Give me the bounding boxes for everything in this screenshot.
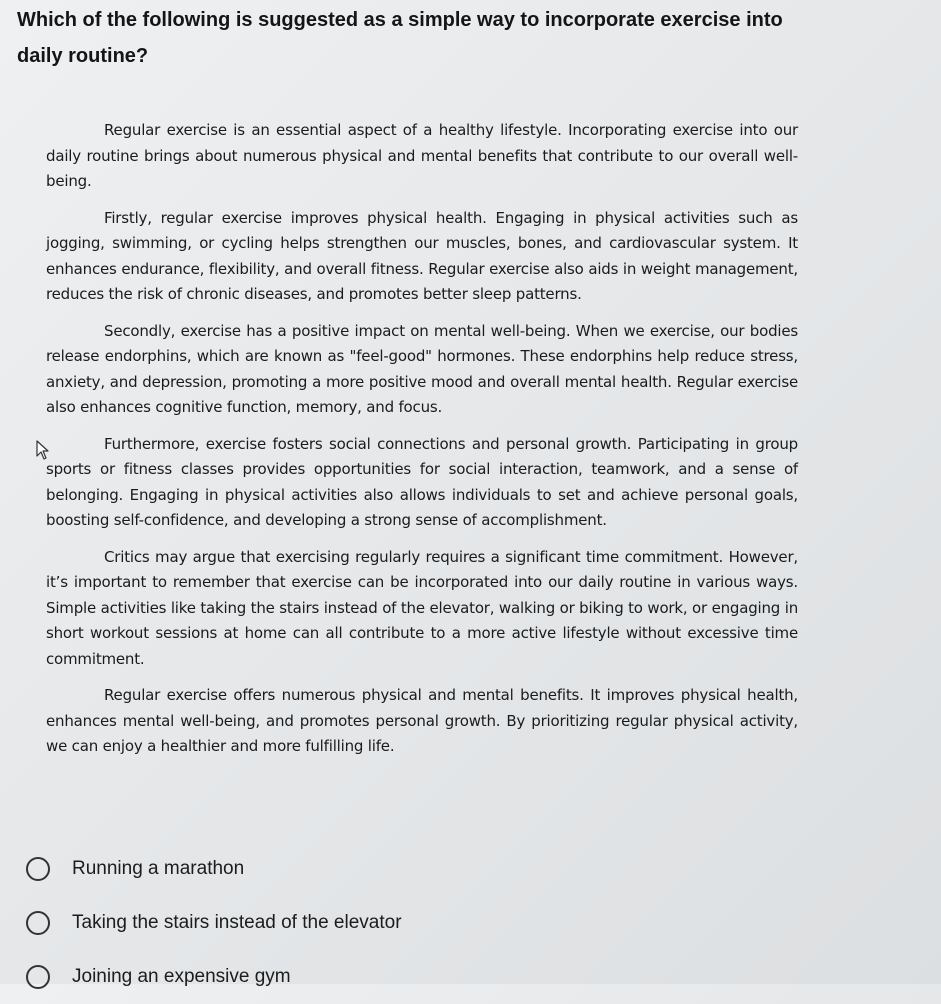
passage-paragraph-3: Secondly, exercise has a positive impact on mental well-being. When we exercise, our bodies release endorphins, which are known as "feel-good" hormones. These endorphins help reduce stress, anxiety, and depression, promoting a more positive mood and overall mental health. Regular exercise also enhances cognitive function, memory, and focus. [46,321,798,416]
radio-circle-icon[interactable] [26,857,50,881]
passage-paragraph-4: Furthermore, exercise fosters social connections and personal growth. Participating in group sports or fitness classes provides opportunities for social interaction, teamwork, and a sense of belonging. Engaging in physical activities also allows individuals to set and achieve personal goals, boosting self-confidence, and developing a strong sense of accomplishment. [46,434,798,529]
option-label[interactable]: Running a marathon [72,858,245,879]
answer-option-2[interactable] [26,896,726,950]
option-label[interactable]: Taking the stairs instead of the elevator [72,912,402,933]
option-label[interactable]: Joining an expensive gym [72,966,291,987]
passage-paragraph-5: Critics may argue that exercising regularly requires a significant time commitment. However, it’s important to remember that exercise can be incorporated into our daily routine in various ways. Simple activities like taking the stairs instead of the elevator, walking or biking to work, or engaging in short workout sessions at home can all contribute to a more active lifestyle without excessive time commitment. [46,547,798,668]
answer-option-1[interactable] [26,842,726,896]
answer-options [26,842,726,1004]
passage-paragraph-1: Regular exercise is an essential aspect of a healthy lifestyle. Incorporating exercise into our daily routine brings about numerous physical and mental benefits that contribute to our overall well-being. [46,121,798,190]
radio-circle-icon[interactable] [26,965,50,989]
mouse-pointer-icon [36,440,50,460]
reading-passage [46,118,798,771]
passage-paragraph-6: Regular exercise offers numerous physical and mental benefits. It improves physical health, enhances mental well-being, and promotes personal growth. By prioritizing regular physical activity, we can enjoy a healthier and more fulfilling life. [46,686,798,755]
answer-option-3[interactable] [26,950,726,1004]
passage-paragraph-2: Firstly, regular exercise improves physical health. Engaging in physical activities such as jogging, swimming, or cycling helps strengthen our muscles, bones, and cardiovascular system. It enhances endurance, flexibility, and overall fitness. Regular exercise also aids in weight management, reduces the risk of chronic diseases, and promotes better sleep patterns. [46,208,798,303]
question-title: Which of the following is suggested as a simple way to incorporate exercise into daily routine? [17,9,783,67]
radio-circle-icon[interactable] [26,911,50,935]
